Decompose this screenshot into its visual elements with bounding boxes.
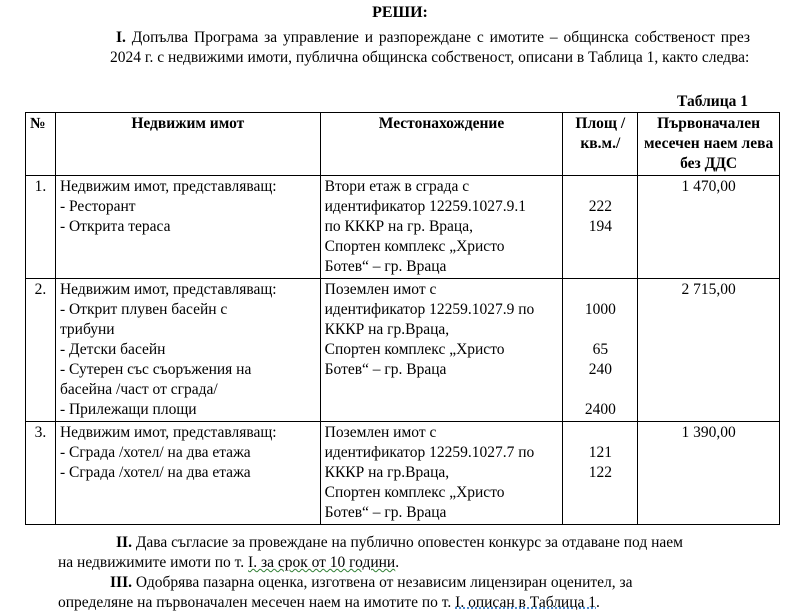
property-cell (55, 176, 320, 279)
rent-cell: 1 390,00 (638, 422, 780, 525)
table-row (26, 422, 780, 525)
location-line: идентификатор 12259.1027.9 по (324, 301, 535, 318)
location-cell (320, 176, 563, 279)
section-3-paragraph (58, 573, 750, 593)
section-1-paragraph (110, 28, 750, 68)
property-line: - Прилежащи площи (59, 401, 197, 418)
location-line: Втори етаж в сграда с (324, 178, 470, 195)
area-cell (563, 279, 638, 422)
rent-cell: 1 470,00 (638, 176, 780, 279)
section-1-text: Допълва Програма за управление и разпореждане с имотите – общинска собственост през 2024 г. с недвижими имоти, публична общинска собственост, описани в Таблица 1, както следва: (110, 29, 751, 66)
section-3-line-1: Одобрява пазарна оценка, изготвена от независим лицензиран оценител, за (135, 574, 633, 591)
property-line: - Открит плувен басейн с (59, 301, 228, 318)
rent-cell: 2 715,00 (638, 279, 780, 422)
property-cell (55, 422, 320, 525)
row-number: 1. (26, 176, 56, 279)
section-3-numeral: III. (110, 574, 132, 591)
location-line: Поземлен имот с (324, 424, 437, 441)
section-2-line-1: Дава съгласие за провеждане на публично оповестен конкурс за отдаване под наем (135, 534, 683, 551)
area-value (567, 320, 633, 340)
area-value: 240 (588, 361, 612, 378)
location-line: КККР на гр.Враца, (324, 464, 450, 481)
location-line: по КККР на гр. Враца, (324, 218, 473, 235)
header-number: № (26, 113, 56, 176)
properties-table (25, 112, 780, 525)
header-rent: Първоначален месечен наем лева без ДДС (638, 113, 780, 176)
location-line: Спортен комплекс „Христо (324, 238, 505, 255)
table-row (26, 279, 780, 422)
location-cell (320, 279, 563, 422)
section-1-numeral: I. (116, 29, 126, 46)
section-3-end: . (596, 594, 600, 611)
area-value: 1000 (584, 301, 616, 318)
property-line: - Сутерен със съоръжения на (59, 361, 252, 378)
table-header-row (26, 113, 780, 176)
property-line: Недвижим имот, представляващ: (59, 281, 277, 298)
header-area: Площ /кв.м./ (563, 113, 638, 176)
property-line: - Сграда /хотел/ на два етажа (59, 464, 251, 481)
section-3-line-2 (58, 593, 600, 613)
property-line: Недвижим имот, представляващ: (59, 178, 277, 195)
section-2-numeral: II. (116, 534, 132, 551)
property-line: трибуни (59, 321, 115, 338)
area-value (567, 423, 633, 443)
property-line: басейна /част от сграда/ (59, 381, 218, 398)
location-line: КККР на гр.Враца, (324, 321, 450, 338)
location-line: Ботев“ – гр. Враца (324, 258, 447, 275)
section-2-paragraph (110, 533, 750, 553)
property-cell (55, 279, 320, 422)
section-2-line-2-text: на недвижимите имоти по т. (58, 554, 249, 571)
property-line: Недвижим имот, представляващ: (59, 424, 277, 441)
area-value (567, 380, 633, 400)
location-line: Ботев“ – гр. Враца (324, 361, 447, 378)
location-line: Спортен комплекс „Христо (324, 484, 505, 501)
table-caption: Таблица 1 (677, 93, 748, 110)
header-location: Местонахождение (320, 113, 563, 176)
location-line: идентификатор 12259.1027.9.1 (324, 198, 526, 215)
section-2-reference: I. за срок от 10 години (248, 554, 396, 571)
table-row (26, 176, 780, 279)
property-line: - Сграда /хотел/ на два етажа (59, 444, 251, 461)
property-line: - Ресторант (59, 198, 136, 215)
location-line: Ботев“ – гр. Враца (324, 504, 447, 521)
decision-heading: РЕШИ: (372, 4, 428, 21)
row-number: 3. (26, 422, 56, 525)
area-value: 122 (588, 464, 612, 481)
location-line: Спортен комплекс „Христо (324, 341, 505, 358)
area-value (567, 280, 633, 300)
area-cell (563, 422, 638, 525)
section-2-line-2 (58, 553, 399, 573)
section-3-line-2-text: определяне на първоначален месечен наем на имотите по т. (58, 594, 456, 611)
location-cell (320, 422, 563, 525)
area-value: 65 (592, 341, 609, 358)
area-value: 194 (588, 218, 612, 235)
area-value: 222 (588, 198, 612, 215)
area-value (567, 177, 633, 197)
header-property: Недвижим имот (55, 113, 320, 176)
area-value: 2400 (584, 401, 616, 418)
row-number: 2. (26, 279, 56, 422)
location-line: идентификатор 12259.1027.7 по (324, 444, 535, 461)
property-line: - Открита тераса (59, 218, 171, 235)
section-2-end: . (395, 554, 400, 571)
property-line: - Детски басейн (59, 341, 166, 358)
location-line: Поземлен имот с (324, 281, 437, 298)
area-value: 121 (588, 444, 612, 461)
section-3-reference: I. описан в Таблица 1 (455, 594, 597, 611)
area-cell (563, 176, 638, 279)
